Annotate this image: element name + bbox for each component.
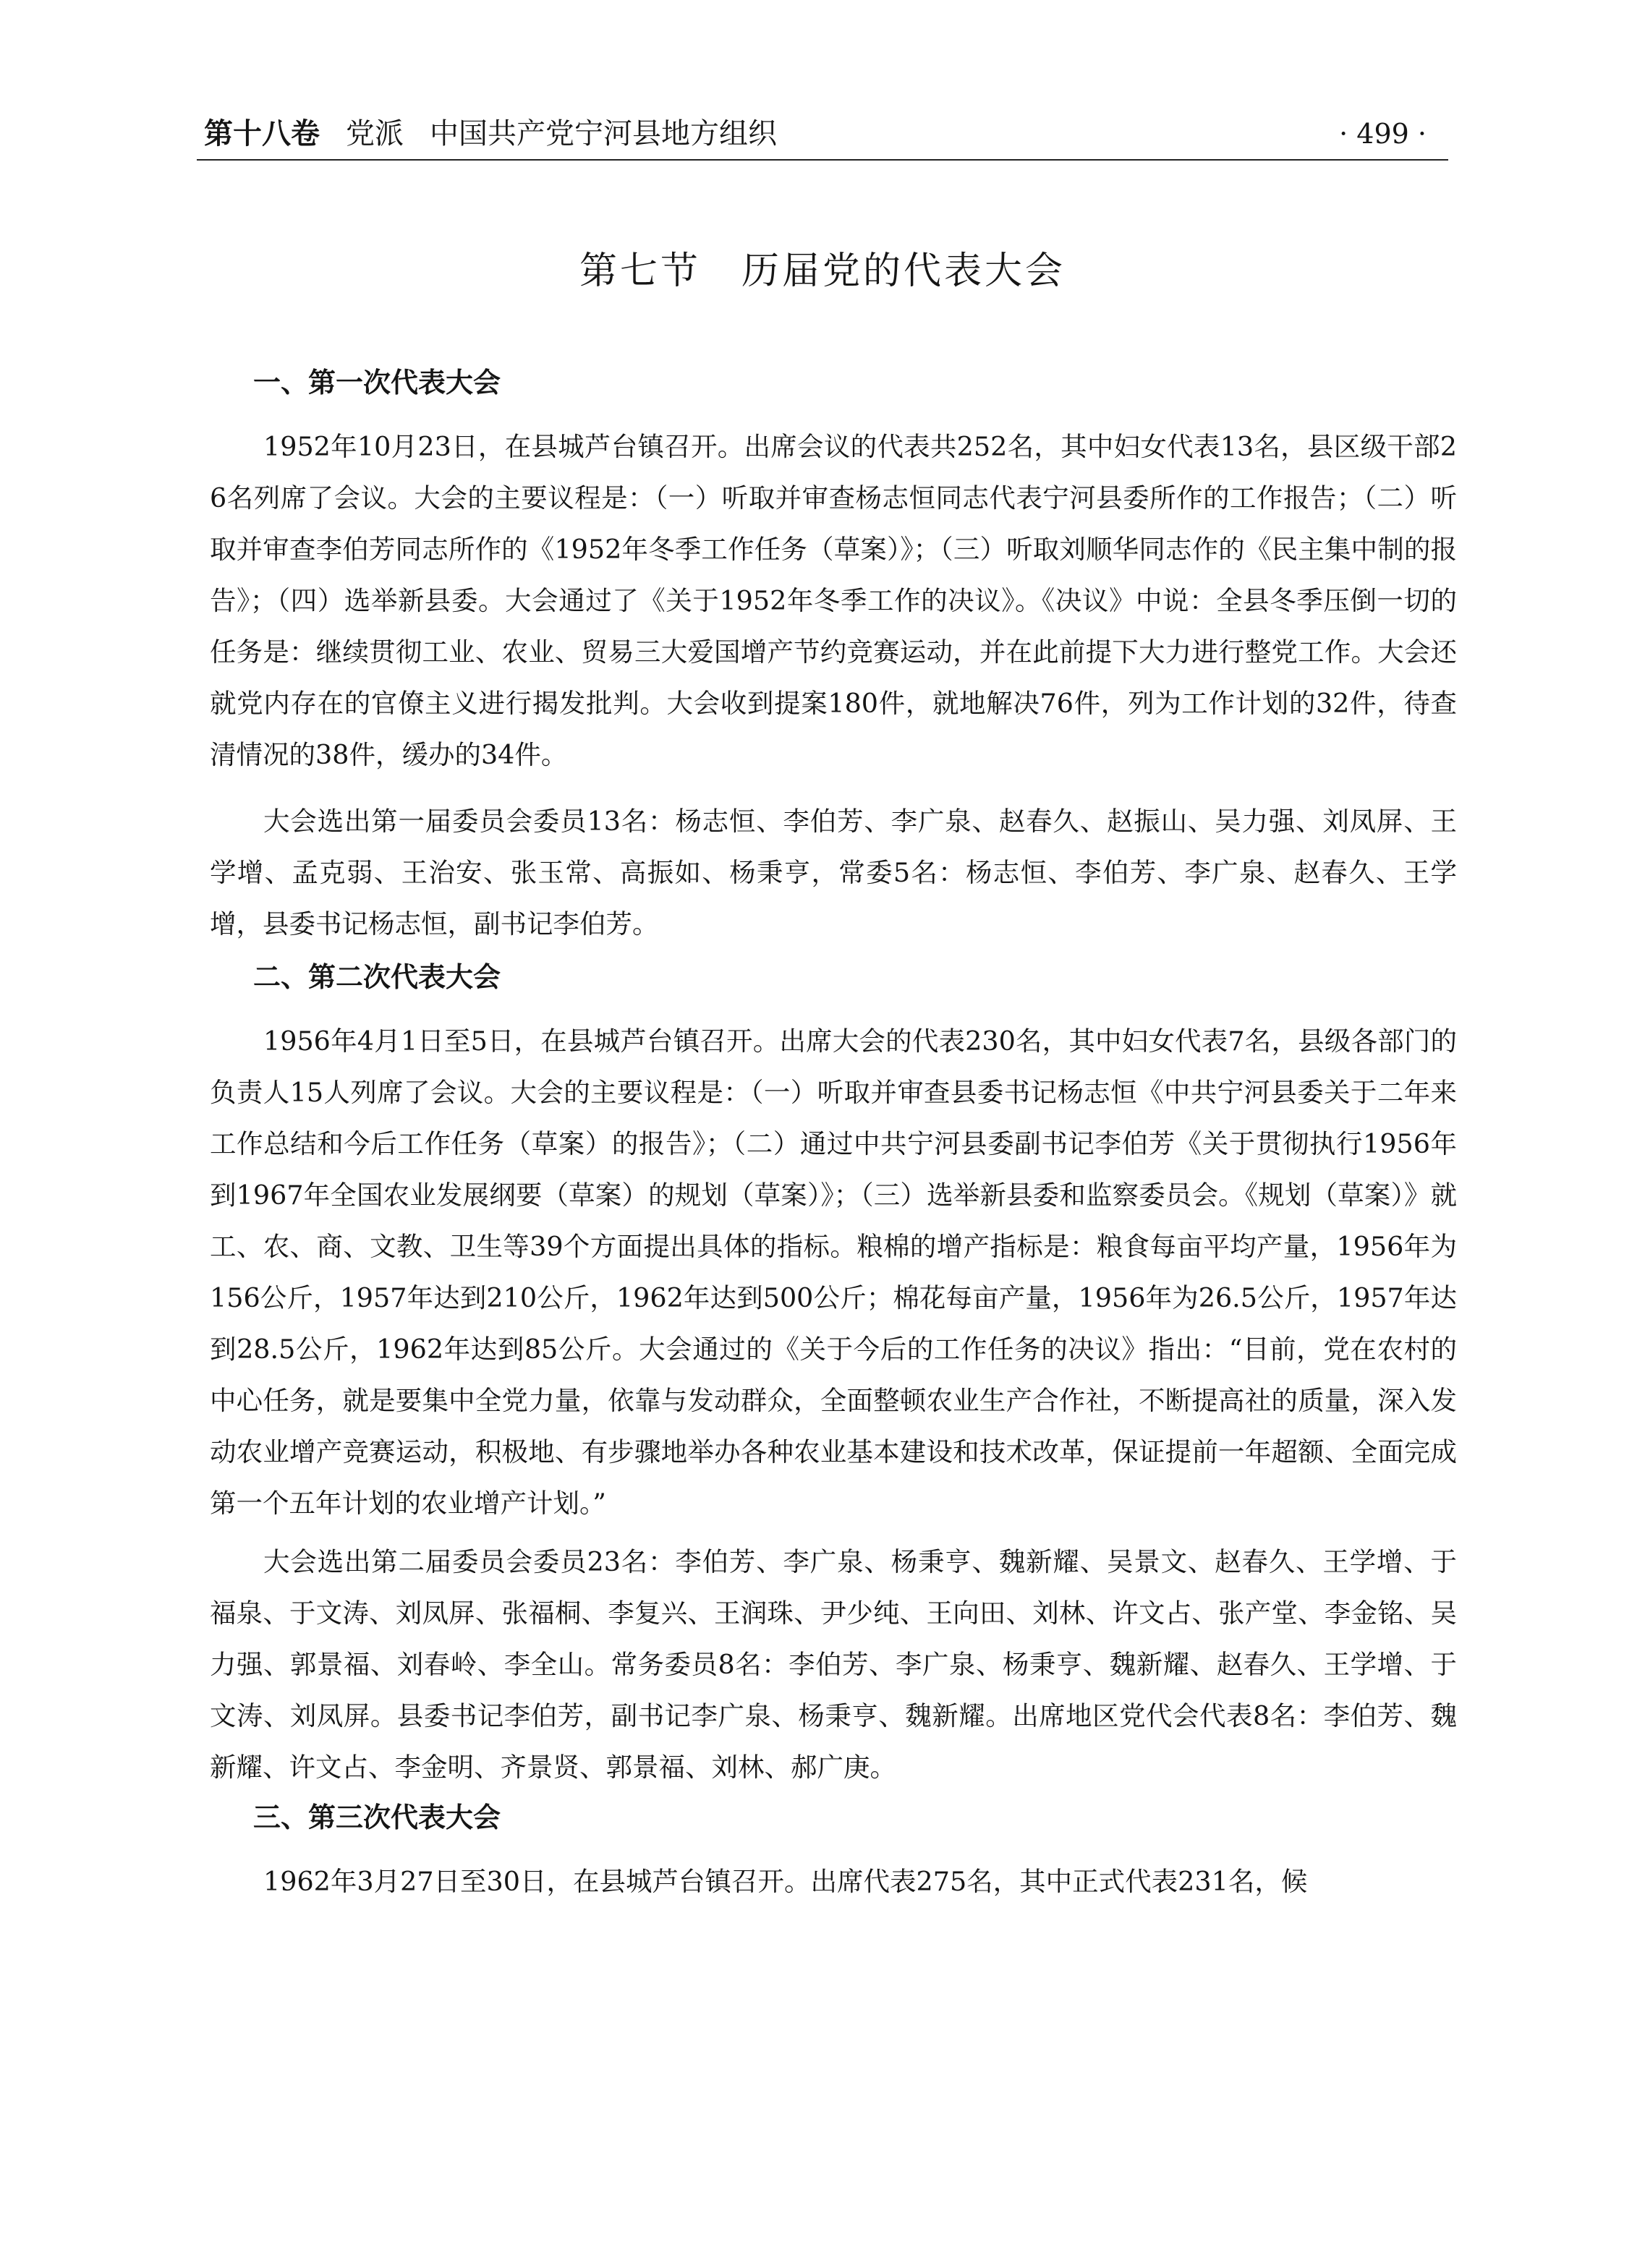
congress-1-paragraph-1: 1952年10月23日，在县城芦台镇召开。出席会议的代表共252名，其中妇女代表13名，县区级干部26名列席了会议。大会的主要议程是：（一）听取并审查杨志恒同志代表宁河县委所作的工作报告；（二）听取并审查李伯芳同志所作的《1952年冬季工作任务（草案）》；（三）听取刘顺华同志作的《民主集中制的报告》；（四）选举新县委。大会通过了《关于1952年冬季工作的决议》。《决议》中说：全县冬季压倒一切的任务是：继续贯彻工业、农业、贸易三大爱国增产节约竞赛运动，并在此前提下大力进行整党工作。大会还就党内存在的官僚主义进行揭发批判。大会收到提案180件，就地解决76件，列为工作计划的32件，待查清情况的38件，缓办的34件。 [210,431,1457,770]
congress-1-heading: 一、第一次代表大会 [253,367,501,398]
congress-3-paragraph-1: 1962年3月27日至30日，在县城芦台镇召开。出席代表275名，其中正式代表231名，候 [263,1866,1308,1897]
section-title [0,240,1645,294]
running-title [204,116,777,152]
volume-label: 第十八卷 [204,117,320,150]
chapter-label: 中国共产党宁河县地方组织 [430,117,777,150]
congress-3-heading: 三、第三次代表大会 [253,1802,501,1833]
section-heading: 历届党的代表大会 [741,250,1066,293]
congress-1-paragraph-2: 大会选出第一届委员会委员13名：杨志恒、李伯芳、李广泉、赵春久、赵振山、吴力强、刘凤屏、王学增、孟克弱、王治安、张玉常、高振如、杨秉亨，常委5名：杨志恒、李伯芳、李广泉、赵春久、王学增，县委书记杨志恒，副书记李伯芳。 [210,806,1457,939]
congress-2-heading: 二、第二次代表大会 [253,961,501,993]
category-label: 党派 [346,117,404,150]
running-header [197,116,1448,161]
congress-2-paragraph-2: 大会选出第二届委员会委员23名：李伯芳、李广泉、杨秉亨、魏新耀、吴景文、赵春久、王学增、于福泉、于文涛、刘凤屏、张福桐、李复兴、王润珠、尹少纯、王向田、刘林、许文占、张产堂、李金铭、吴力强、郭景福、刘春岭、李全山。常务委员8名：李伯芳、李广泉、杨秉亨、魏新耀、赵春久、王学增、于文涛、刘凤屏。县委书记李伯芳，副书记李广泉、杨秉亨、魏新耀。出席地区党代会代表8名：李伯芳、魏新耀、许文占、李金明、齐景贤、郭景福、刘林、郝广庚。 [210,1546,1457,1783]
page-number: · 499 · [1339,118,1427,150]
section-number: 第七节 [579,250,701,293]
congress-2-paragraph-1: 1956年4月1日至5日，在县城芦台镇召开。出席大会的代表230名，其中妇女代表7名，县级各部门的负责人15人列席了会议。大会的主要议程是：（一）听取并审查县委书记杨志恒《中共宁河县委关于二年来工作总结和今后工作任务（草案）的报告》；（二）通过中共宁河县委副书记李伯芳《关于贯彻执行1956年到1967年全国农业发展纲要（草案）的规划（草案）》；（三）选举新县委和监察委员会。《规划（草案）》就工、农、商、文教、卫生等39个方面提出具体的指标。粮棉的增产指标是：粮食每亩平均产量，1956年为156公斤，1957年达到210公斤，1962年达到500公斤；棉花每亩产量，1956年为26.5公斤，1957年达到28.5公斤，1962年达到85公斤。大会通过的《关于今后的工作任务的决议》指出：“目前，党在农村的中心任务，就是要集中全党力量，依靠与发动群众，全面整顿农业生产合作社，不断提高社的质量，深入发动农业增产竞赛运动，积极地、有步骤地举办各种农业基本建设和技术改革，保证提前一年超额、全面完成第一个五年计划的农业增产计划。” [210,1026,1457,1519]
